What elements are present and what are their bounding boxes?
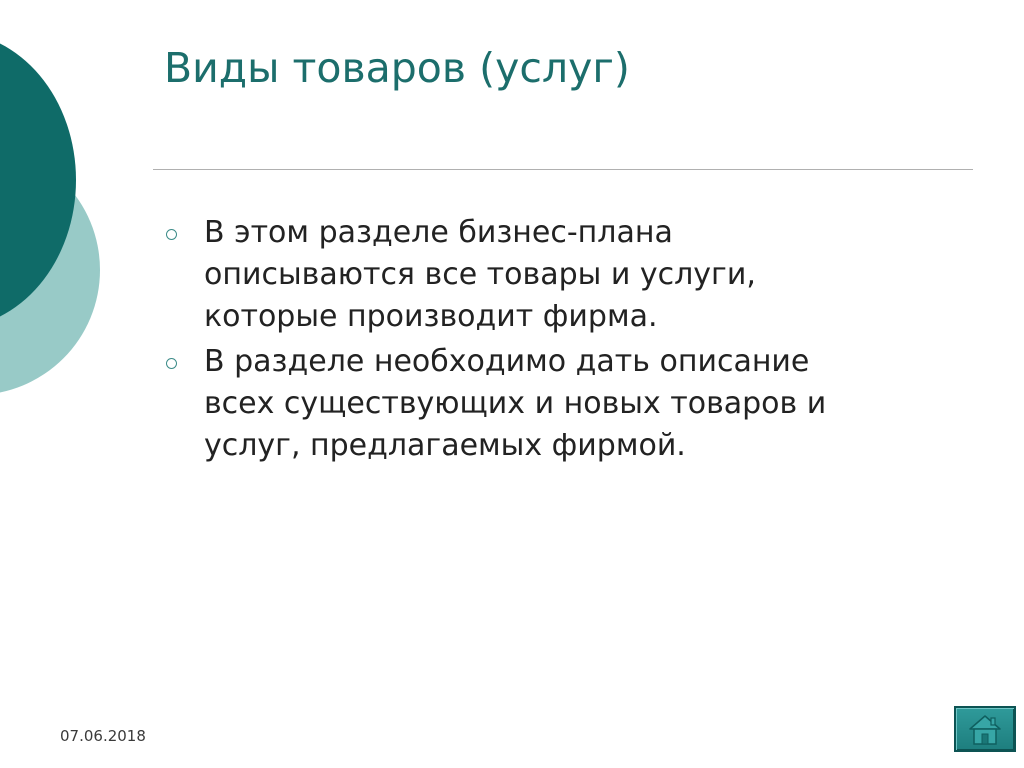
slide-date: 07.06.2018	[60, 727, 146, 745]
home-button[interactable]	[954, 706, 1016, 752]
home-icon	[968, 713, 1002, 747]
bullet-text: В разделе необходимо дать описание всех существующих и новых товаров и услуг, предлагаемых фирмой.	[204, 344, 827, 463]
bullet-text: В этом разделе бизнес-плана описываются все товары и услуги, которые производит фирма.	[204, 215, 756, 334]
slide-title: Виды товаров (услуг)	[164, 44, 630, 92]
bullet-item	[164, 341, 924, 467]
title-divider	[153, 169, 973, 170]
bullet-list	[164, 212, 924, 470]
bullet-item	[164, 212, 924, 338]
bullet-circle-icon	[166, 229, 177, 240]
bullet-circle-icon	[166, 358, 177, 369]
